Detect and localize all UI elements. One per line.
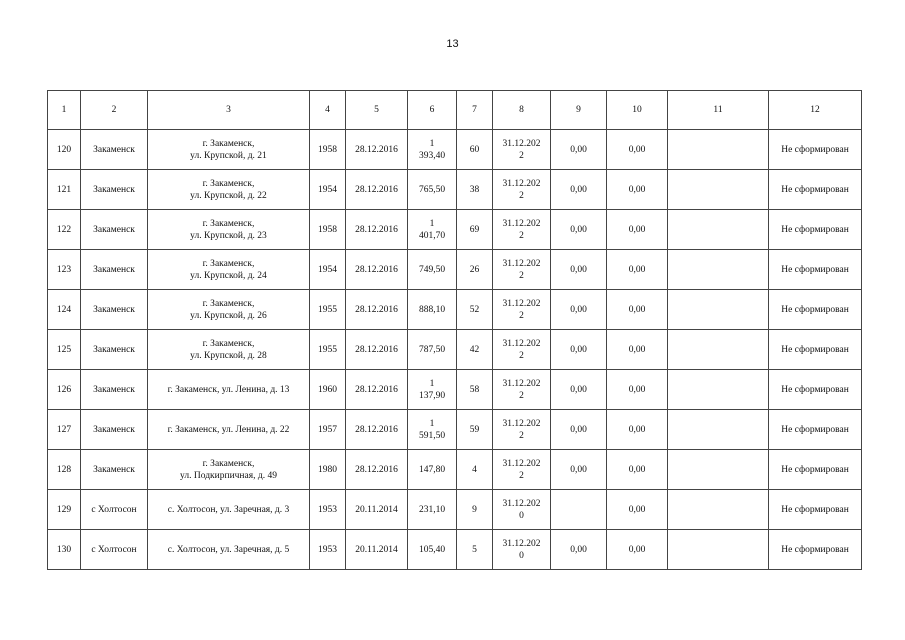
table-row	[48, 250, 862, 290]
settlement-cell: Закаменск	[81, 450, 148, 490]
area-cell	[408, 330, 457, 370]
count-cell: 59	[457, 410, 493, 450]
cell-line: 787,50	[418, 344, 446, 355]
row-number-cell: 129	[48, 490, 81, 530]
cell-line: 31.12.202	[502, 538, 541, 549]
row-number-cell: 125	[48, 330, 81, 370]
cell-line: ул. Подкирпичная, д. 49	[180, 470, 277, 481]
settlement-cell: Закаменск	[81, 290, 148, 330]
date-cell: 28.12.2016	[346, 450, 408, 490]
cell-line: 393,40	[418, 150, 446, 161]
row-number-cell: 120	[48, 130, 81, 170]
cell-line: 591,50	[418, 430, 446, 441]
value-9-cell: 0,00	[551, 170, 607, 210]
row-number-cell: 130	[48, 530, 81, 570]
count-cell: 26	[457, 250, 493, 290]
table-row	[48, 330, 862, 370]
address-cell	[148, 250, 310, 290]
settlement-cell: Закаменск	[81, 170, 148, 210]
deadline-cell	[493, 250, 551, 290]
area-cell	[408, 530, 457, 570]
cell-line: 2	[519, 230, 524, 241]
cell-line: 765,50	[418, 184, 446, 195]
cell-line: 31.12.202	[502, 178, 541, 189]
settlement-cell: Закаменск	[81, 330, 148, 370]
row-number-cell: 121	[48, 170, 81, 210]
value-10-cell: 0,00	[607, 530, 668, 570]
header-row	[48, 91, 862, 130]
deadline-cell	[493, 530, 551, 570]
deadline-cell	[493, 130, 551, 170]
column-header-4: 4	[310, 91, 346, 130]
status-cell: Не сформирован	[769, 450, 862, 490]
row-number-cell: 126	[48, 370, 81, 410]
value-9-cell: 0,00	[551, 330, 607, 370]
year-cell: 1954	[310, 170, 346, 210]
value-9-cell: 0,00	[551, 530, 607, 570]
column-header-9: 9	[551, 91, 607, 130]
address-cell	[148, 370, 310, 410]
value-11-cell	[668, 210, 769, 250]
column-header-6: 6	[408, 91, 457, 130]
cell-line: ул. Крупской, д. 22	[190, 190, 267, 201]
cell-line: 31.12.202	[502, 258, 541, 269]
area-cell	[408, 450, 457, 490]
settlement-cell: Закаменск	[81, 210, 148, 250]
cell-line: г. Закаменск, ул. Ленина, д. 22	[167, 424, 290, 435]
cell-line: г. Закаменск,	[202, 458, 255, 469]
count-cell: 52	[457, 290, 493, 330]
cell-line: 31.12.202	[502, 498, 541, 509]
value-9-cell	[551, 490, 607, 530]
value-9-cell: 0,00	[551, 450, 607, 490]
row-number-cell: 124	[48, 290, 81, 330]
cell-line: 2	[519, 430, 524, 441]
address-cell	[148, 450, 310, 490]
year-cell: 1958	[310, 210, 346, 250]
cell-line: 749,50	[418, 264, 446, 275]
settlement-cell: Закаменск	[81, 410, 148, 450]
deadline-cell	[493, 410, 551, 450]
value-11-cell	[668, 250, 769, 290]
cell-line: 2	[519, 390, 524, 401]
cell-line: 1	[429, 138, 435, 149]
value-11-cell	[668, 130, 769, 170]
address-cell	[148, 130, 310, 170]
count-cell: 60	[457, 130, 493, 170]
value-11-cell	[668, 170, 769, 210]
year-cell: 1955	[310, 330, 346, 370]
column-header-11: 11	[668, 91, 769, 130]
cell-line: 1	[429, 418, 435, 429]
cell-line: 888,10	[418, 304, 446, 315]
address-cell	[148, 210, 310, 250]
cell-line: 31.12.202	[502, 378, 541, 389]
cell-line: с. Холтосон, ул. Заречная, д. 5	[167, 544, 290, 555]
cell-line: г. Закаменск,	[202, 298, 255, 309]
cell-line: г. Закаменск, ул. Ленина, д. 13	[167, 384, 290, 395]
value-11-cell	[668, 330, 769, 370]
cell-line: 31.12.202	[502, 218, 541, 229]
cell-line: ул. Крупской, д. 28	[190, 350, 267, 361]
area-cell	[408, 250, 457, 290]
cell-line: 2	[519, 150, 524, 161]
deadline-cell	[493, 450, 551, 490]
value-9-cell: 0,00	[551, 370, 607, 410]
table-row	[48, 370, 862, 410]
value-11-cell	[668, 290, 769, 330]
value-10-cell: 0,00	[607, 130, 668, 170]
column-header-12: 12	[769, 91, 862, 130]
date-cell: 28.12.2016	[346, 330, 408, 370]
status-cell: Не сформирован	[769, 210, 862, 250]
value-10-cell: 0,00	[607, 210, 668, 250]
cell-line: 2	[519, 270, 524, 281]
area-cell	[408, 410, 457, 450]
date-cell: 28.12.2016	[346, 250, 408, 290]
year-cell: 1980	[310, 450, 346, 490]
year-cell: 1958	[310, 130, 346, 170]
table-row	[48, 410, 862, 450]
value-11-cell	[668, 410, 769, 450]
cell-line: г. Закаменск,	[202, 218, 255, 229]
deadline-cell	[493, 330, 551, 370]
value-10-cell: 0,00	[607, 410, 668, 450]
year-cell: 1954	[310, 250, 346, 290]
column-header-3: 3	[148, 91, 310, 130]
cell-line: ул. Крупской, д. 23	[190, 230, 267, 241]
count-cell: 58	[457, 370, 493, 410]
cell-line: 401,70	[418, 230, 446, 241]
settlement-cell: Закаменск	[81, 370, 148, 410]
table-body	[48, 130, 862, 570]
status-cell: Не сформирован	[769, 410, 862, 450]
cell-line: 137,90	[418, 390, 446, 401]
address-cell	[148, 410, 310, 450]
cell-line: ул. Крупской, д. 26	[190, 310, 267, 321]
value-10-cell: 0,00	[607, 250, 668, 290]
cell-line: 0	[519, 510, 524, 521]
deadline-cell	[493, 490, 551, 530]
cell-line: 31.12.202	[502, 138, 541, 149]
cell-line: г. Закаменск,	[202, 338, 255, 349]
address-cell	[148, 170, 310, 210]
value-10-cell: 0,00	[607, 370, 668, 410]
date-cell: 20.11.2014	[346, 490, 408, 530]
column-header-8: 8	[493, 91, 551, 130]
year-cell: 1955	[310, 290, 346, 330]
year-cell: 1957	[310, 410, 346, 450]
settlement-cell: с Холтосон	[81, 490, 148, 530]
table-row	[48, 210, 862, 250]
date-cell: 28.12.2016	[346, 170, 408, 210]
count-cell: 4	[457, 450, 493, 490]
value-11-cell	[668, 530, 769, 570]
cell-line: 105,40	[418, 544, 446, 555]
address-cell	[148, 330, 310, 370]
cell-line: 31.12.202	[502, 418, 541, 429]
value-9-cell: 0,00	[551, 290, 607, 330]
cell-line: 147,80	[418, 464, 446, 475]
cell-line: ул. Крупской, д. 21	[190, 150, 267, 161]
settlement-cell: с Холтосон	[81, 530, 148, 570]
year-cell: 1960	[310, 370, 346, 410]
deadline-cell	[493, 170, 551, 210]
date-cell: 28.12.2016	[346, 130, 408, 170]
status-cell: Не сформирован	[769, 530, 862, 570]
cell-line: 31.12.202	[502, 458, 541, 469]
cell-line: 231,10	[418, 504, 446, 515]
table-row	[48, 450, 862, 490]
column-header-7: 7	[457, 91, 493, 130]
value-10-cell: 0,00	[607, 490, 668, 530]
cell-line: 0	[519, 550, 524, 561]
date-cell: 28.12.2016	[346, 290, 408, 330]
status-cell: Не сформирован	[769, 490, 862, 530]
table-row	[48, 290, 862, 330]
cell-line: 31.12.202	[502, 298, 541, 309]
settlement-cell: Закаменск	[81, 130, 148, 170]
cell-line: 2	[519, 470, 524, 481]
date-cell: 20.11.2014	[346, 530, 408, 570]
column-header-5: 5	[346, 91, 408, 130]
status-cell: Не сформирован	[769, 170, 862, 210]
value-10-cell: 0,00	[607, 290, 668, 330]
row-number-cell: 123	[48, 250, 81, 290]
cell-line: 1	[429, 378, 435, 389]
table-row	[48, 130, 862, 170]
status-cell: Не сформирован	[769, 330, 862, 370]
cell-line: 2	[519, 310, 524, 321]
count-cell: 9	[457, 490, 493, 530]
cell-line: 31.12.202	[502, 338, 541, 349]
deadline-cell	[493, 370, 551, 410]
status-cell: Не сформирован	[769, 250, 862, 290]
date-cell: 28.12.2016	[346, 210, 408, 250]
value-9-cell: 0,00	[551, 410, 607, 450]
value-9-cell: 0,00	[551, 210, 607, 250]
address-cell	[148, 490, 310, 530]
area-cell	[408, 130, 457, 170]
value-10-cell: 0,00	[607, 330, 668, 370]
year-cell: 1953	[310, 490, 346, 530]
value-10-cell: 0,00	[607, 450, 668, 490]
column-header-10: 10	[607, 91, 668, 130]
value-11-cell	[668, 490, 769, 530]
value-9-cell: 0,00	[551, 130, 607, 170]
cell-line: с. Холтосон, ул. Заречная, д. 3	[167, 504, 290, 515]
area-cell	[408, 170, 457, 210]
row-number-cell: 128	[48, 450, 81, 490]
count-cell: 69	[457, 210, 493, 250]
value-9-cell: 0,00	[551, 250, 607, 290]
area-cell	[408, 210, 457, 250]
status-cell: Не сформирован	[769, 130, 862, 170]
table-row	[48, 490, 862, 530]
deadline-cell	[493, 210, 551, 250]
deadline-cell	[493, 290, 551, 330]
address-cell	[148, 530, 310, 570]
cell-line: ул. Крупской, д. 24	[190, 270, 267, 281]
table-row	[48, 170, 862, 210]
table-row	[48, 530, 862, 570]
status-cell: Не сформирован	[769, 370, 862, 410]
area-cell	[408, 490, 457, 530]
page-number: 13	[446, 38, 459, 50]
cell-line: г. Закаменск,	[202, 178, 255, 189]
value-10-cell: 0,00	[607, 170, 668, 210]
value-11-cell	[668, 450, 769, 490]
date-cell: 28.12.2016	[346, 410, 408, 450]
count-cell: 42	[457, 330, 493, 370]
cell-line: 2	[519, 190, 524, 201]
cell-line: 2	[519, 350, 524, 361]
address-cell	[148, 290, 310, 330]
area-cell	[408, 290, 457, 330]
row-number-cell: 122	[48, 210, 81, 250]
count-cell: 5	[457, 530, 493, 570]
value-11-cell	[668, 370, 769, 410]
count-cell: 38	[457, 170, 493, 210]
column-header-2: 2	[81, 91, 148, 130]
housing-register-table	[47, 90, 862, 570]
cell-line: г. Закаменск,	[202, 258, 255, 269]
row-number-cell: 127	[48, 410, 81, 450]
year-cell: 1953	[310, 530, 346, 570]
date-cell: 28.12.2016	[346, 370, 408, 410]
cell-line: г. Закаменск,	[202, 138, 255, 149]
area-cell	[408, 370, 457, 410]
settlement-cell: Закаменск	[81, 250, 148, 290]
column-header-1: 1	[48, 91, 81, 130]
cell-line: 1	[429, 218, 435, 229]
status-cell: Не сформирован	[769, 290, 862, 330]
